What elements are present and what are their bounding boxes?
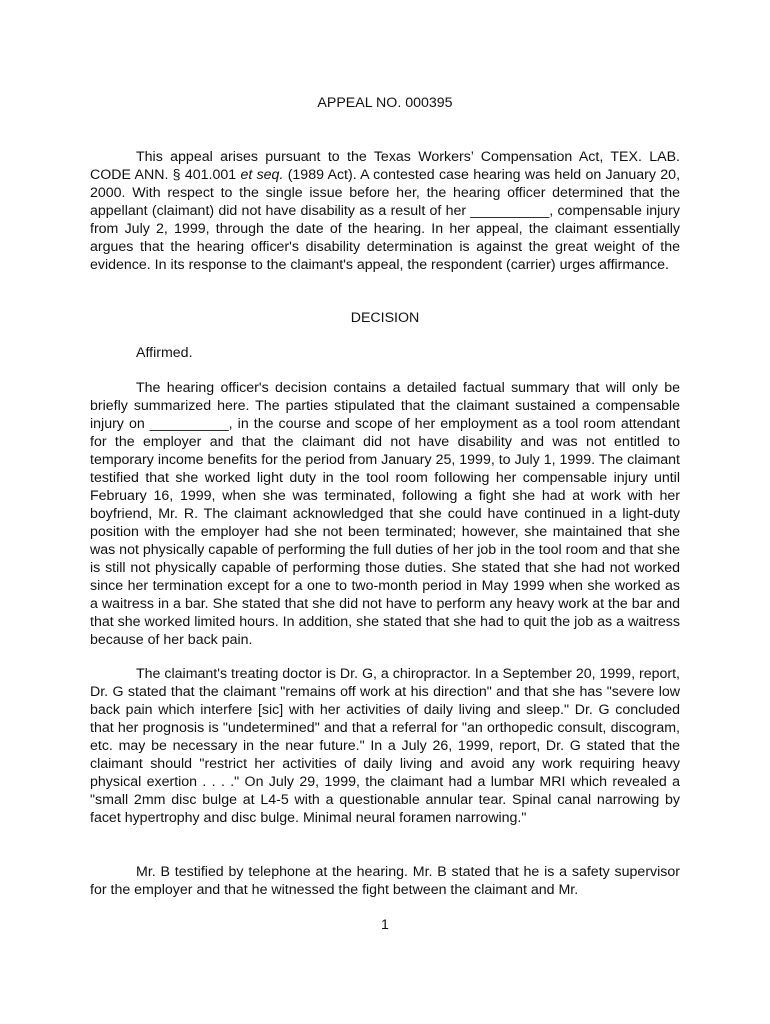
treating-doctor-paragraph: [90, 665, 680, 827]
document-title: APPEAL NO. 000395: [317, 95, 453, 111]
intro-text-italic: et seq.: [240, 167, 284, 183]
intro-text-a: This appeal arises pursuant to the Texas Workers’ Compensation Act, TEX. LAB. CODE ANN. § 401.001: [90, 149, 680, 183]
witness-paragraph: [90, 863, 680, 899]
decision-heading: DECISION: [350, 310, 420, 326]
treating-doctor-paragraph-text: The claimant's treating doctor is Dr. G, a chiropractor. In a September 20, 1999, report, Dr. G stated that the claimant "remains off work at his direction" and that she has "severe low back pain which interfere [sic] with her activities of daily living and sleep." Dr. G concluded that her prognosis is "undetermined" and that a referral for "an orthopedic consult, discogram, etc. may be necessary in the near future." In a July 26, 1999, report, Dr. G stated that the claimant should "restrict her activities of daily living and avoid any work requiring heavy physical exertion . . . ." On July 29, 1999, the claimant had a lumbar MRI which revealed a "small 2mm disc bulge at L4-5 with a questionable annular tear. Spinal canal narrowing by facet hypertrophy and disc bulge. Minimal neural foramen narrowing.": [90, 666, 680, 826]
facts-paragraph: [90, 379, 680, 649]
intro-text-b: (1989 Act). A contested case hearing was held on January 20, 2000. With respect to the single issue before her, the hearing officer determined that the appellant (claimant) did not have disability as a result of her __________, compensable injury from July 2, 1999, through the date of the hearing. In her appeal, the claimant essentially argues that the hearing officer's disability determination is against the great weight of the evidence. In its response to the claimant's appeal, the respondent (carrier) urges affirmance.: [90, 167, 681, 273]
witness-paragraph-text: Mr. B testified by telephone at the hearing. Mr. B stated that he is a safety supervisor for the employer and that he witnessed the fight between the claimant and Mr.: [90, 864, 680, 898]
intro-paragraph-text: [90, 148, 680, 274]
page-number: 1: [381, 917, 389, 933]
intro-paragraph: [90, 148, 680, 274]
affirmed-text: Affirmed.: [136, 345, 193, 361]
facts-paragraph-text: The hearing officer's decision contains a detailed factual summary that will only be briefly summarized here. The parties stipulated that the claimant sustained a compensable injury on __________, in the course and scope of her employment as a tool room attendant for the employer and that the claimant did not have disability and was not entitled to temporary income benefits for the period from January 25, 1999, to July 1, 1999. The claimant testified that she worked light duty in the tool room following her compensable injury until February 16, 1999, when she was terminated, following a fight she had at work with her boyfriend, Mr. R. The claimant acknowledged that she could have continued in a light-duty position with the employer had she not been terminated; however, she maintained that she was not physically capable of performing the full duties of her job in the tool room and that she is still not physically capable of performing those duties. She stated that she had not worked since her termination except for a one to two-month period in May 1999 when she worked as a waitress in a bar. She stated that she did not have to perform any heavy work at the bar and that she worked limited hours. In addition, she stated that she had to quit the job as a waitress because of her back pain.: [90, 380, 680, 648]
